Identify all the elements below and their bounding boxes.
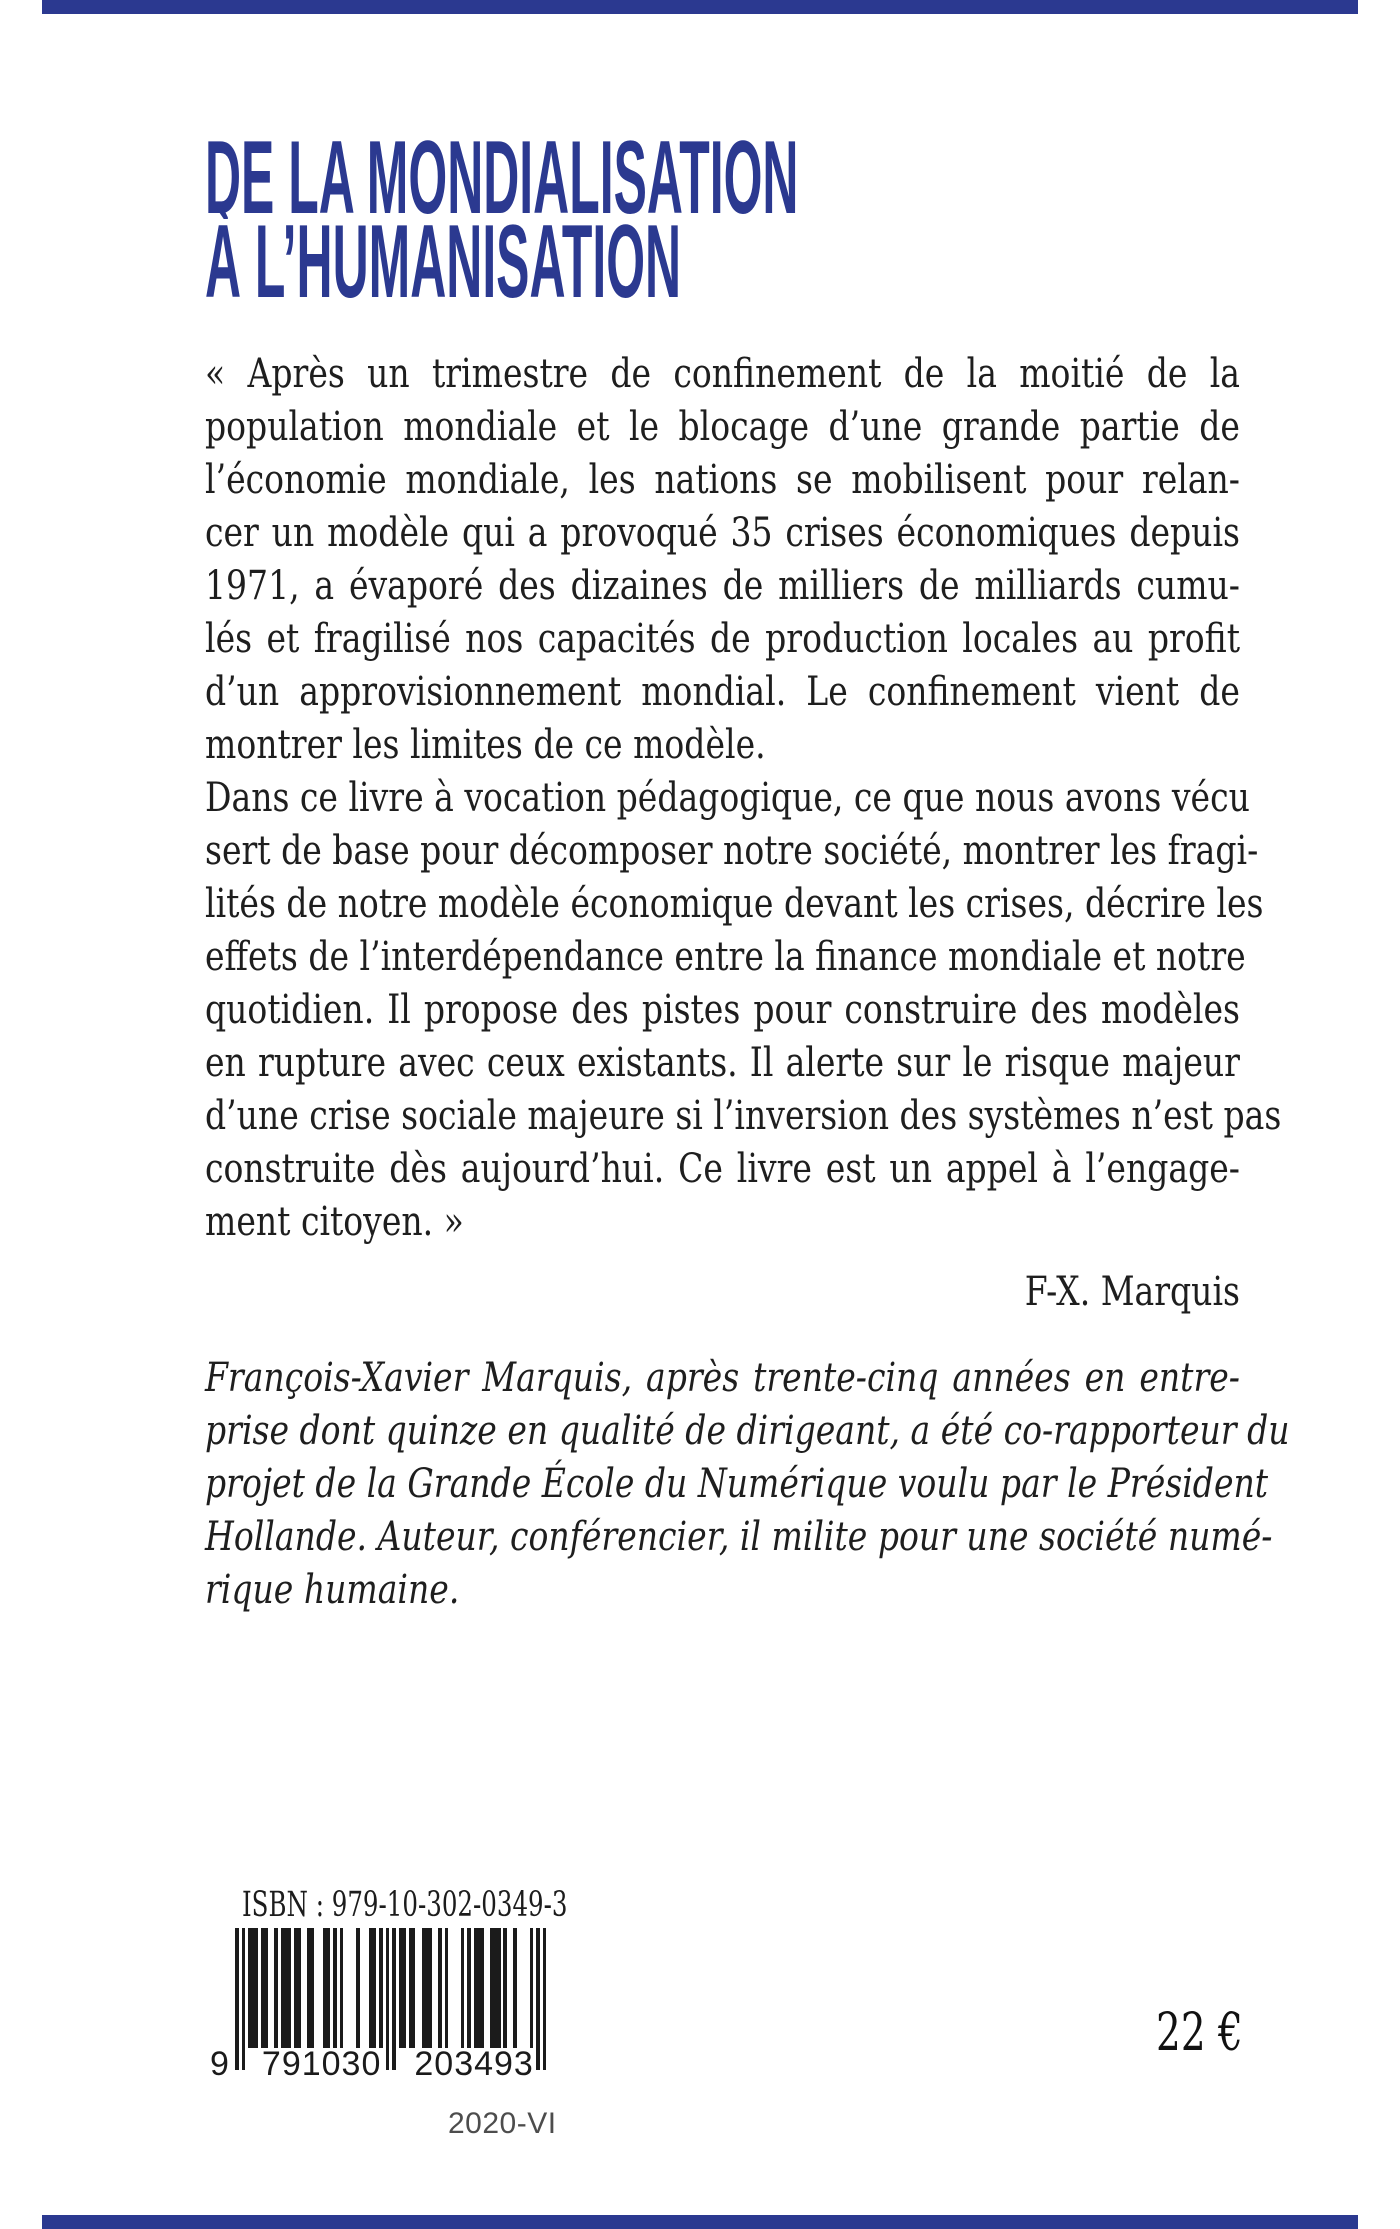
barcode-bar — [372, 1928, 376, 2048]
barcode-bar — [412, 1928, 416, 2048]
text-line: d’une crise sociale majeure si l’inversion des systèmes n’est pas — [205, 1093, 1282, 1139]
barcode-bar — [356, 1928, 360, 2048]
text-line: en rupture avec ceux existants. Il alerte sur le risque majeur — [205, 1040, 1240, 1086]
text-line: rique humaine. — [205, 1567, 460, 1613]
top-edge-bar — [42, 0, 1358, 14]
author-bio — [205, 1352, 1290, 1617]
barcode-bar — [513, 1928, 517, 2048]
edition-code: 2020-VI — [448, 2107, 557, 2140]
barcode-bar — [327, 1928, 331, 2048]
title-line-1: DE LA MONDIALISATION — [205, 120, 799, 236]
barcode-bar — [481, 1928, 485, 2048]
text-line: Dans ce livre à vocation pédagogique, ce que nous avons vécu — [205, 775, 1250, 821]
text-line: effets de l’interdépendance entre la finance mondiale et notre — [205, 934, 1246, 980]
barcode-bar — [497, 1928, 501, 2048]
bottom-edge-bar — [42, 2215, 1358, 2229]
text-line: lités de notre modèle économique devant les crises, décrire les — [205, 881, 1264, 927]
back-cover-text-column — [205, 348, 1290, 1617]
barcode-bar — [379, 1928, 383, 2048]
barcode-digits — [210, 2046, 550, 2082]
barcode-digits-group2: 203493 — [414, 2045, 534, 2083]
title-line-2: À L’HUMANISATION — [205, 204, 682, 320]
text-line: ment citoyen. » — [205, 1199, 464, 1245]
text-line: cer un modèle qui a provoqué 35 crises économiques depuis — [205, 510, 1240, 556]
barcode-digits-group1: 791030 — [261, 2045, 382, 2083]
barcode-bar — [445, 1928, 449, 2048]
text-line: « Après un trimestre de confinement de la moitié de la — [205, 351, 1240, 397]
barcode-bar — [333, 1928, 337, 2048]
text-line: montrer les limites de ce modèle. — [205, 722, 766, 768]
barcode-bar — [255, 1928, 259, 2048]
barcode-bar — [438, 1928, 442, 2048]
barcode-bar — [287, 1928, 291, 2048]
barcode-bar — [402, 1928, 406, 2048]
text-line: quotidien. Il propose des pistes pour construire des modèles — [205, 987, 1240, 1033]
barcode-bar — [530, 1928, 534, 2048]
book-title — [205, 120, 799, 320]
barcode-bar — [264, 1928, 268, 2048]
barcode-digit-9: 9 — [210, 2045, 229, 2083]
text-line: d’un approvisionnement mondial. Le confinement vient de — [205, 669, 1240, 715]
text-line: l’économie mondiale, les nations se mobilisent pour relan- — [205, 457, 1240, 503]
text-line: prise dont quinze en qualité de dirigeant, a été co-rapporteur du — [205, 1408, 1290, 1454]
text-line: François-Xavier Marquis, après trente-cinq années en entre- — [205, 1355, 1240, 1401]
text-line: population mondiale et le blocage d’une grande partie de — [205, 404, 1240, 450]
barcode-bar — [428, 1928, 432, 2048]
text-line: sert de base pour décomposer notre société, montrer les fragi- — [205, 828, 1259, 874]
text-line: Hollande. Auteur, conférencier, il milite pour une société numé- — [205, 1514, 1273, 1560]
text-line: lés et fragilisé nos capacités de production locales au profit — [205, 616, 1240, 662]
barcode-bar — [461, 1928, 465, 2048]
barcode-bar — [467, 1928, 471, 2048]
quote-paragraph-2 — [205, 772, 1282, 1249]
price-label: 22 € — [1156, 2003, 1243, 2063]
barcode-bar — [274, 1928, 278, 2048]
isbn-label: ISBN : 979-10-302-0349-3 — [242, 1885, 568, 1925]
text-line: projet de la Grande École du Numérique voulu par le Président — [205, 1461, 1269, 1507]
quote-paragraph-1 — [205, 348, 1240, 772]
barcode-bar — [503, 1928, 507, 2048]
barcode-bar — [310, 1928, 314, 2048]
barcode-bar — [297, 1928, 301, 2048]
barcode-bar — [340, 1928, 344, 2048]
text-line: construite dès aujourd’hui. Ce livre est un appel à l’engage- — [205, 1146, 1240, 1192]
author-signature: F-X. Marquis — [1024, 1269, 1240, 1315]
text-line: 1971, a évaporé des dizaines de milliers de milliards cumu- — [205, 563, 1240, 609]
